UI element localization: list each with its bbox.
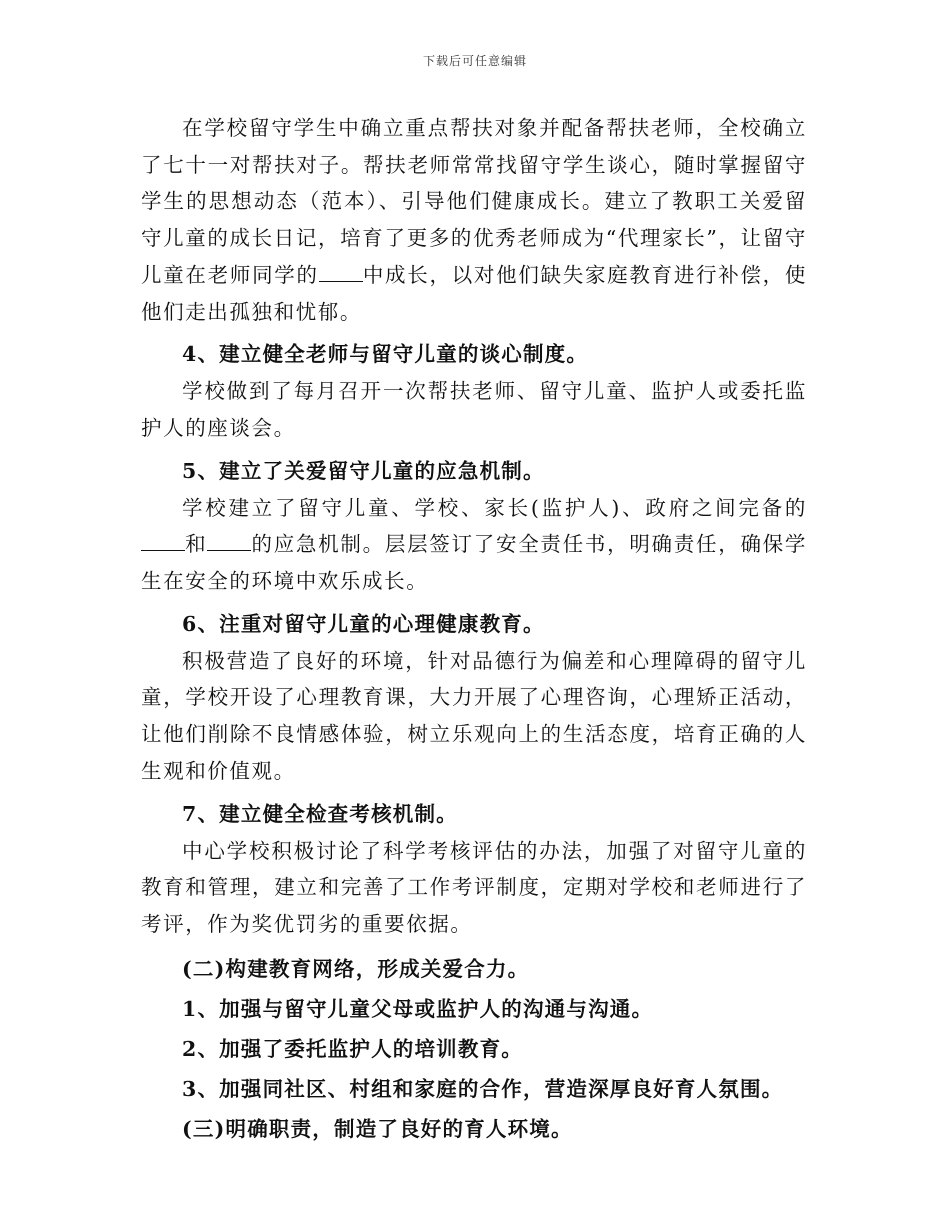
paragraph-mentoring-pairs — [141, 110, 807, 330]
heading-section-2: (二)构建教育网络，形成关爱合力。 — [182, 956, 530, 981]
page-header: 下载后可任意编辑 — [422, 54, 527, 68]
text-run: 中心学校积极讨论了科学考核评估的办法，加强了对留守儿童的教育和管理，建立和完善了工作考评制度，定期对学校和老师进行了考评，作为奖优罚劣的重要依据。 — [141, 838, 807, 936]
heading-assessment: 7、建立健全检查考核机制。 — [182, 801, 458, 826]
paragraph-monthly-meeting — [141, 373, 807, 446]
document-body — [141, 110, 807, 1149]
paragraph-emergency — [141, 490, 807, 600]
heading-mental-health: 6、注重对留守儿童的心理健康教育。 — [182, 611, 545, 636]
fill-blank — [207, 528, 251, 552]
text-run: 学校建立了留守儿童、学校、家长(监护人)、政府之间完备的 — [182, 495, 807, 520]
heading-section-3: (三)明确职责，制造了良好的育人环境。 — [182, 1116, 573, 1141]
fill-blank — [319, 258, 363, 282]
fill-blank — [141, 528, 185, 552]
heading-item-2: 2、加强了委托监护人的培训教育。 — [182, 1036, 523, 1061]
text-run: 的应急机制。层层签订了安全责任书，明确责任，确保学生在安全的环境中欢乐成长。 — [141, 532, 807, 594]
text-run: 中成长，以对他们缺失家庭教育进行补偿，使他们走出孤独和忧郁。 — [141, 262, 807, 324]
paragraph-assessment — [141, 833, 807, 943]
heading-talk-system: 4、建立健全老师与留守儿童的谈心制度。 — [182, 342, 589, 367]
text-run: 学校做到了每月召开一次帮扶老师、留守儿童、监护人或委托监护人的座谈会。 — [141, 379, 807, 440]
text-run: 在学校留守学生中确立重点帮扶对象并配备帮扶老师，全校确立了七十一对帮扶对子。帮扶老师常常找留守学生谈心，随时掌握留守学生的思想动态（范本）、引导他们健康成长。建立了教职工关爱留守儿童的成长日记，培育了更多的优秀老师成为“代理家长”，让留守儿童在老师同学的 — [141, 116, 807, 287]
paragraph-mental-health — [141, 643, 807, 790]
heading-emergency-mechanism: 5、建立了关爱留守儿童的应急机制。 — [182, 458, 545, 483]
heading-item-1: 1、加强与留守儿童父母或监护人的沟通与沟通。 — [182, 996, 654, 1021]
heading-item-3: 3、加强同社区、村组和家庭的合作，营造深厚良好育人氛围。 — [182, 1076, 784, 1101]
text-run: 和 — [185, 532, 208, 557]
text-run: 积极营造了良好的环境，针对品德行为偏差和心理障碍的留守儿童，学校开设了心理教育课，大力开展了心理咨询，心理矫正活动，让他们削除不良情感体验，树立乐观向上的生活态度，培育正确的人生观和价值观。 — [141, 648, 807, 783]
